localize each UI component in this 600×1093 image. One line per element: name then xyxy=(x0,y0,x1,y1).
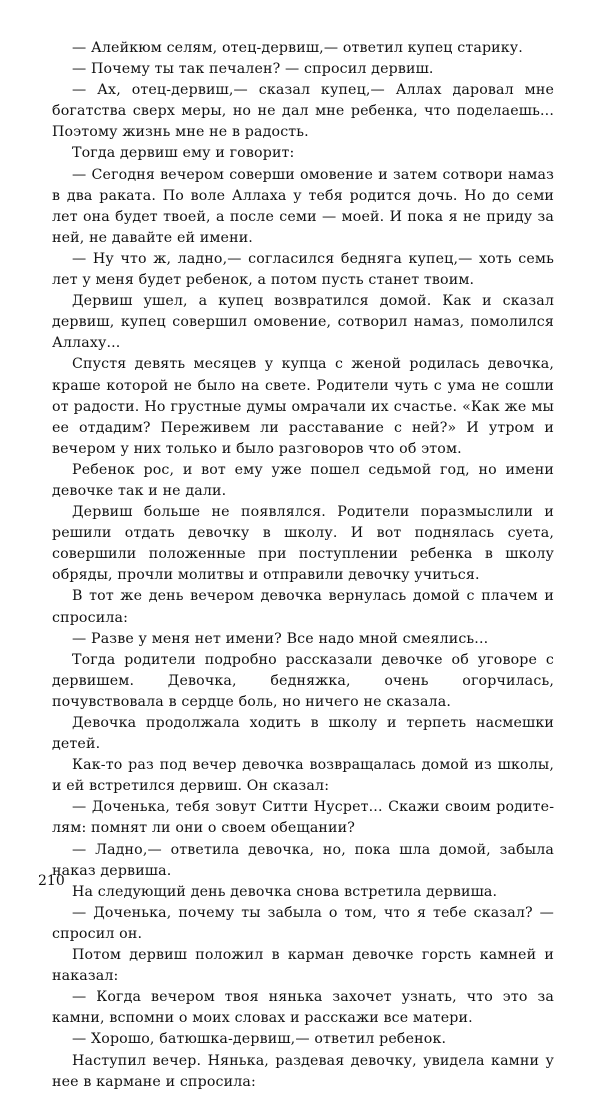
paragraph: Спустя девять месяцев у купца с женой родилась девочка, краше которой не было на свете. Родители чуть с ума не сошли от радости. Но грустные думы омрачали их счастье. «Как же мы ее отдадим? Переживем ли расставание с ней?» И утром и вечером у них только и было разговоров что об этом. xyxy=(52,356,554,457)
paragraph: — Разве у меня нет имени? Все надо мной смеялись... xyxy=(72,630,489,647)
paragraph: Тогда родители подробно рассказали девочке об уговоре с дервишем. Девочка, бедняжка, очень огорчилась, почувствовала в сердце боль, но ничего не сказала. xyxy=(52,651,554,710)
paragraph: — Почему ты так печален? — спросил дервиш. xyxy=(72,61,434,78)
page-text xyxy=(52,38,554,1093)
paragraph: — Ах, отец-дервиш,— сказал купец,— Аллах даровал мне богатства сверх меры, но не дал мне ребенка, что поделаешь... Поэтому жизнь мне не в радость. xyxy=(52,82,554,141)
paragraph: В тот же день вечером девочка вернулась домой с плачем и спросила: xyxy=(52,588,554,626)
paragraph: — Ну что ж, ладно,— согласился бедняга купец,— хоть семь лет у меня будет ребенок, а потом пусть станет твоим. xyxy=(52,250,554,289)
paragraph: — Доченька, почему ты забыла о том, что я тебе сказал? — спросил он. xyxy=(52,904,554,942)
paragraph: — Хорошо, батюшка-дервиш,— ответил ребенок. xyxy=(72,1031,447,1048)
paragraph: — Сегодня вечером соверши омовение и затем сотвори намаз в два раката. По воле Аллаха у тебя родится дочь. Но до семи лет она будет твоей, а после семи — моей. И пока я не приду за ней, не давайте ей имени. xyxy=(52,166,554,246)
paragraph: — Ладно,— ответила девочка, но, пока шла домой, забыла наказ дервиша. xyxy=(52,841,554,879)
paragraph: — Алейкюм селям, отец-дервиш,— ответил купец старику. xyxy=(72,40,523,56)
paragraph: Как-то раз под вечер девочка возвращалась домой из школы, и ей встретился дервиш. Он сказал: xyxy=(52,757,554,795)
paragraph: Дервиш ушел, а купец возвратился домой. Как и сказал дервиш, купец совершил омовение, сотворил намаз, помолился Аллаху... xyxy=(52,293,554,352)
paragraph: Наступил вечер. Нянька, раздевая девочку, увидела камни у нее в кармане и спросила: xyxy=(52,1052,554,1090)
paragraph: — Доченька, тебя зовут Ситти Нусрет... Скажи своим родителям: помнят ли они о своем обещании? xyxy=(52,799,554,837)
paragraph: Тогда дервиш ему и говорит: xyxy=(72,145,295,162)
page-number: 210 xyxy=(38,873,65,889)
paragraph: — Когда вечером твоя нянька захочет узнать, что это за камни, вспомни о моих словах и расскажи все матери. xyxy=(52,989,554,1027)
paragraph: Ребенок рос, и вот ему уже пошел седьмой год, но имени девочке так и не дали. xyxy=(52,461,554,499)
paragraph: Девочка продолжала ходить в школу и терпеть насмешки детей. xyxy=(52,715,554,753)
paragraph: На следующий день девочка снова встретила дервиша. xyxy=(72,883,498,900)
paragraph: Дервиш больше не появлялся. Родители поразмыслили и решили отдать девочку в школу. И вот поднялась суета, совершили положенные при поступлении ребенка в школу обряды, прочли молитвы и отправили девочку учиться. xyxy=(52,504,554,584)
paragraph: Потом дервиш положил в карман девочке горсть камней и наказал: xyxy=(52,947,554,985)
